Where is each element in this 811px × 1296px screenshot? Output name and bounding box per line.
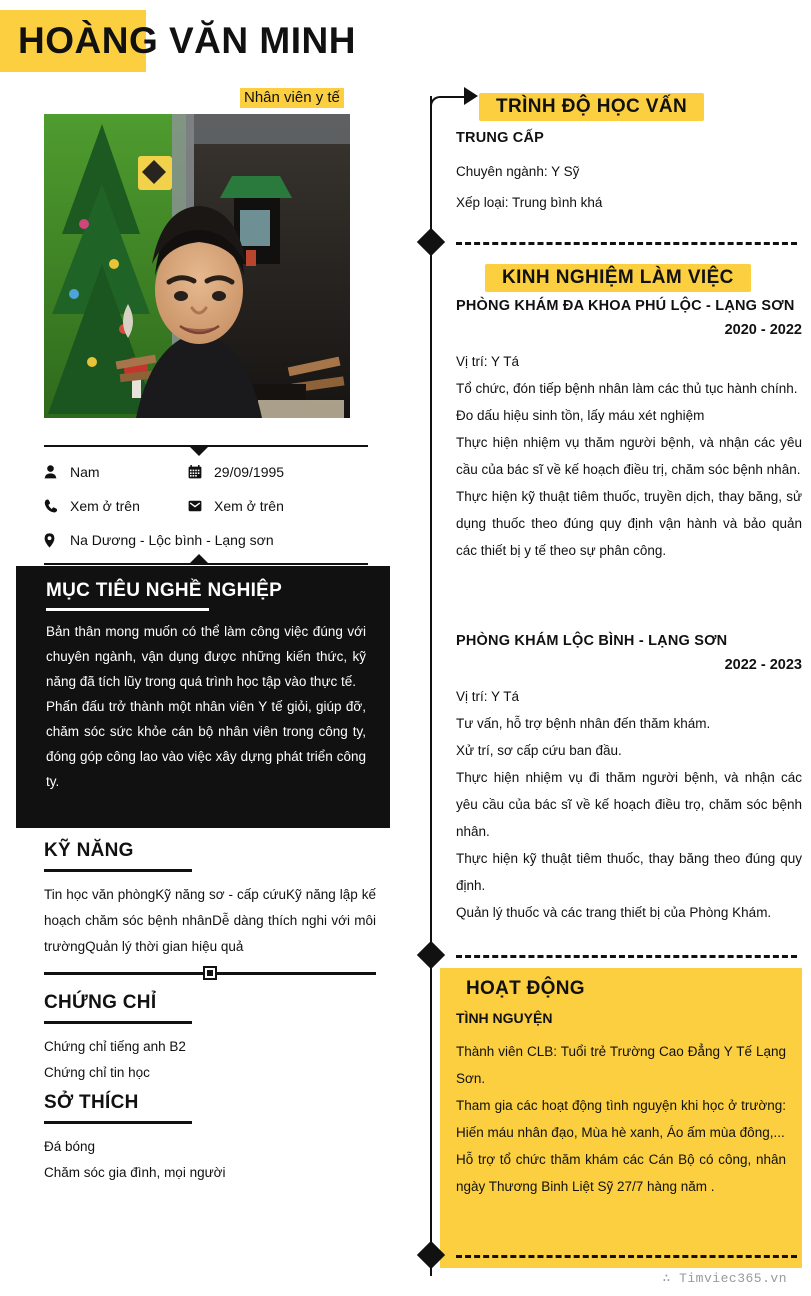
skills-slider[interactable] <box>44 966 376 980</box>
career-objective-section <box>16 566 390 828</box>
hobbies-heading: SỞ THÍCH <box>44 1092 139 1113</box>
job-details <box>456 348 802 564</box>
job-duty: Thực hiện nhiệm vụ thăm người bệnh, và nhận các yêu cầu của bác sĩ về kế hoạch điều trị, chăm sóc bệnh nhân. <box>456 435 802 477</box>
contact-rows <box>44 447 368 563</box>
job-position: Vị trí: Y Tá <box>456 689 520 704</box>
certificates-section <box>44 992 376 1086</box>
job-duty: Quản lý thuốc và các trang thiết bị của Phòng Khám. <box>456 905 772 920</box>
heading-underline <box>46 608 209 611</box>
education-major: Chuyên ngành: Y Sỹ <box>456 164 580 179</box>
avatar <box>44 114 350 418</box>
hobbies-section <box>44 1092 376 1186</box>
email-value: Xem ở trên <box>214 498 284 514</box>
contact-divider-top <box>44 445 368 447</box>
person-icon <box>44 465 70 479</box>
job-duty: Thực hiện kỹ thuật tiêm thuốc, thay băng theo đúng quy định. <box>456 851 802 893</box>
timeline-dashed-divider <box>456 955 797 958</box>
contact-divider-bottom <box>44 563 368 565</box>
career-objective-heading: MỤC TIÊU NGHỀ NGHIỆP <box>46 580 283 601</box>
job-details <box>456 683 802 926</box>
list-item: Chứng chỉ tin học <box>44 1065 150 1080</box>
skills-section <box>44 840 376 980</box>
certificates-heading: CHỨNG CHỈ <box>44 992 157 1013</box>
address-field <box>44 532 274 548</box>
timeline-curve <box>430 96 466 118</box>
birthday-value: 29/09/1995 <box>214 464 285 480</box>
education-heading: TRÌNH ĐỘ HỌC VẤN <box>482 93 701 121</box>
calendar-icon <box>188 465 214 479</box>
job-position: Vị trí: Y Tá <box>456 354 520 369</box>
email-field <box>188 498 284 514</box>
page-title: HOÀNG VĂN MINH <box>18 20 356 61</box>
triangle-up-icon <box>190 554 208 563</box>
phone-value: Xem ở trên <box>70 498 140 514</box>
heading-underline <box>44 1121 192 1124</box>
timeline-line <box>430 96 432 1276</box>
activities-content <box>456 978 786 1200</box>
education-details <box>456 156 802 218</box>
location-pin-icon <box>44 533 70 548</box>
phone-field <box>44 498 188 514</box>
education-block <box>456 130 802 218</box>
job-title: Nhân viên y tế <box>240 88 344 108</box>
contact-row <box>44 455 368 489</box>
birthday-field <box>188 464 284 480</box>
contact-block <box>44 445 368 565</box>
job-duty: Thực hiện nhiệm vụ đi thăm người bệnh, và nhận các yêu cầu của bác sĩ về kế hoạch điều trọ, chăm sóc bệnh nhân. <box>456 770 802 839</box>
heading-underline <box>44 1021 192 1024</box>
experience-heading: KINH NGHIỆM LÀM VIỆC <box>488 264 748 292</box>
arrow-right-icon <box>464 87 478 105</box>
watermark: ∴ Timviec365.vn <box>662 1271 787 1286</box>
activities-subheading: TÌNH NGUYỆN <box>456 1010 553 1026</box>
career-objective-paragraph-1: Bản thân mong muốn có thể làm công việc đúng với chuyên ngành, vận dụng được những kiến thức, kỹ năng đã tích lũy trong quá trình học tập vào thực tế. <box>46 624 366 689</box>
job-duty: Tổ chức, đón tiếp bệnh nhân làm các thủ tục hành chính. <box>456 381 798 396</box>
job-duty: Đo dấu hiệu sinh tồn, lấy máu xét nghiệm <box>456 408 705 423</box>
job-duty: Thực hiện kỹ thuật tiêm thuốc, truyền dịch, thay băng, sử dụng thuốc theo đúng quy định vận hành và bảo quản các thiết bị y tế theo sự phân công. <box>456 489 802 558</box>
right-column <box>412 0 811 1296</box>
timeline-dashed-divider <box>456 242 797 245</box>
experience-job-1 <box>456 298 802 564</box>
list-item: Đá bóng <box>44 1139 96 1154</box>
skills-heading: KỸ NĂNG <box>44 840 134 861</box>
gender-value: Nam <box>70 464 100 480</box>
activities-section <box>440 968 802 1268</box>
job-duty: Tư vấn, hỗ trợ bệnh nhân đến thăm khám. <box>456 716 711 731</box>
gender-field <box>44 464 188 480</box>
timeline-marker <box>417 941 445 969</box>
contact-row <box>44 489 368 523</box>
job-duty: Xử trí, sơ cấp cứu ban đầu. <box>456 743 622 758</box>
list-item: Chăm sóc gia đình, mọi người <box>44 1165 226 1180</box>
phone-icon <box>44 499 70 513</box>
company-name: PHÒNG KHÁM ĐA KHOA PHÚ LỘC - LẠNG SƠN <box>456 298 795 314</box>
list-item: Chứng chỉ tiếng anh B2 <box>44 1039 186 1054</box>
activities-heading: HOẠT ĐỘNG <box>466 978 585 999</box>
activities-paragraph: Tham gia các hoạt động tình nguyện khi học ở trường: Hiến máu nhân đạo, Mùa hè xanh, Áo ấm mùa đông,... <box>456 1098 786 1140</box>
job-period: 2020 - 2022 <box>724 322 802 338</box>
heading-underline <box>44 869 192 872</box>
activities-paragraph: Hỗ trợ tổ chức thăm khám các Cán Bộ có công, nhân ngày Thương Binh Liệt Sỹ 27/7 hàng năm . <box>456 1152 786 1194</box>
skills-text: Tin học văn phòngKỹ năng sơ - cấp cứuKỹ năng lập kế hoạch chăm sóc bệnh nhânDễ dàng thích nghi với môi trườngQuản lý thời gian hiệu quả <box>44 887 376 954</box>
education-level: TRUNG CẤP <box>456 130 544 146</box>
address-value: Na Dương - Lộc bình - Lạng sơn <box>70 532 274 548</box>
career-objective-paragraph-2: Phấn đấu trở thành một nhân viên Y tế giỏi, giúp đỡ, chăm sóc sức khỏe cán bộ nhân viên trong công ty, đóng góp công lao vào việc xây dựng phát triển công ty. <box>46 699 366 789</box>
email-icon <box>188 500 214 512</box>
slider-handle[interactable] <box>203 966 217 980</box>
contact-row <box>44 523 368 557</box>
timeline-marker <box>417 228 445 256</box>
timeline-dashed-divider <box>456 1255 797 1258</box>
education-rank: Xếp loại: Trung bình khá <box>456 195 603 210</box>
activities-paragraph: Thành viên CLB: Tuổi trẻ Trường Cao Đẳng Y Tế Lạng Sơn. <box>456 1044 786 1086</box>
experience-job-2 <box>456 633 802 926</box>
job-period: 2022 - 2023 <box>724 657 802 673</box>
company-name: PHÒNG KHÁM LỘC BÌNH - LẠNG SƠN <box>456 633 728 649</box>
triangle-down-icon <box>190 447 208 456</box>
